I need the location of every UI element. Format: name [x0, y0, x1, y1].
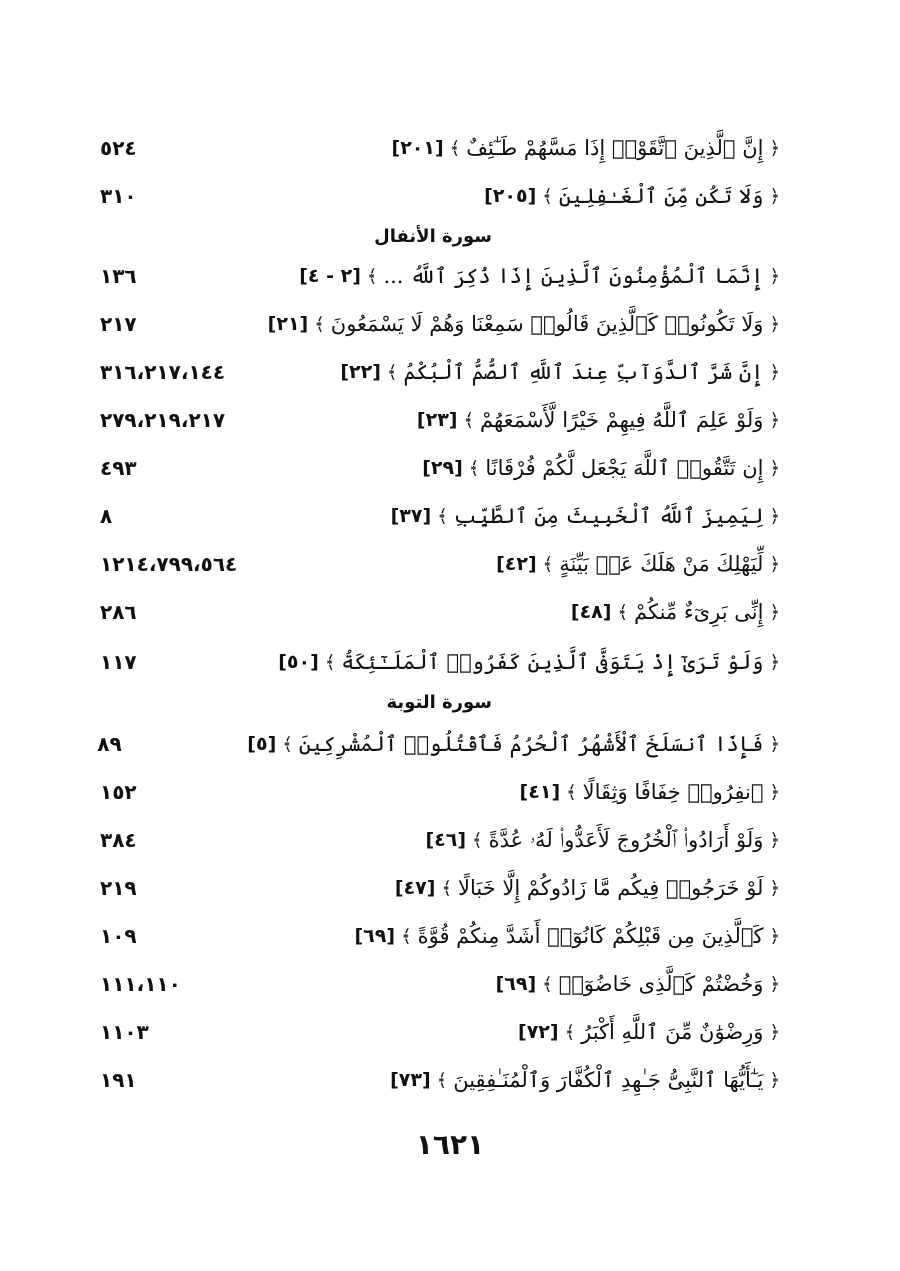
index-entry	[100, 772, 780, 812]
verse-ref: [٦٩]	[495, 973, 537, 995]
ornament-open: ﴿	[769, 457, 780, 479]
page-refs: ٣١٦،٢١٧،١٤٤	[100, 360, 226, 384]
verse-ref: [٢ - ٤]	[299, 265, 361, 287]
surah-heading-tawbah: سورة التوبة	[386, 692, 492, 713]
ornament-close: ﴾	[542, 973, 553, 995]
verse-snippet: فَإِذَا ٱنسَلَخَ ٱلْأَشْهُرُ ٱلْحُرُمُ فَٱقْتُلُوا۟ ٱلْمُشْرِكِينَ	[298, 732, 764, 756]
page-refs: ١١٧	[100, 650, 137, 674]
page-refs: ٤٩٣	[100, 456, 137, 480]
page-refs: ١٣٦	[100, 264, 137, 288]
verse-ref: [٥]	[247, 733, 277, 755]
page-refs: ٢١٩	[100, 876, 137, 900]
page-refs: ١١١،١١٠	[100, 972, 181, 996]
ornament-open: ﴿	[769, 781, 780, 803]
verse-text	[354, 924, 780, 948]
verse-text	[247, 732, 780, 756]
ornament-close: ﴾	[449, 137, 461, 159]
verse-snippet: وَلَا تَكُونُوا۟ كَٱلَّذِينَ قَالُوا۟ سَمِعْنَا وَهُمْ لَا يَسْمَعُونَ	[330, 312, 764, 336]
ornament-close: ﴾	[282, 733, 293, 755]
verse-text	[496, 552, 780, 576]
verse-text	[278, 650, 780, 674]
verse-ref: [٤٨]	[570, 601, 612, 623]
verse-text	[425, 828, 780, 853]
ornament-close: ﴾	[436, 1069, 448, 1091]
ornament-open: ﴿	[769, 265, 780, 287]
page-refs: ١٠٩	[100, 924, 137, 948]
verse-ref: [٤٢]	[496, 553, 537, 575]
ornament-open: ﴿	[769, 829, 780, 851]
page-refs: ٣١٠	[100, 184, 137, 208]
verse-text	[417, 408, 780, 432]
verse-snippet: يَـٰٓأَيُّهَا ٱلنَّبِىُّ جَـٰهِدِ ٱلْكُفَّارَ وَٱلْمُنَـٰفِقِينَ	[453, 1068, 764, 1092]
verse-ref: [٧٢]	[518, 1021, 559, 1043]
verse-ref: [٤٧]	[394, 877, 436, 899]
ornament-close: ﴾	[314, 313, 325, 335]
verse-ref: [٢٢]	[340, 361, 381, 383]
page-refs: ٢٧٩،٢١٩،٢١٧	[100, 408, 226, 432]
page-refs: ٣٨٤	[100, 828, 137, 852]
verse-snippet: وَخُضْتُمْ كَٱلَّذِى خَاضُوٓا۟	[558, 972, 764, 996]
verse-snippet: إِن تَتَّقُوا۟ ٱللَّهَ يَجْعَل لَّكُمْ فُرْقَانًا	[485, 456, 764, 480]
verse-text	[422, 456, 780, 480]
index-entry	[100, 868, 780, 908]
verse-ref: [٢٠٥]	[484, 185, 537, 207]
index-entry	[100, 1060, 780, 1100]
index-entry	[100, 592, 780, 632]
ornament-close: ﴾	[564, 1021, 576, 1043]
page-refs: ٢١٧	[100, 312, 137, 336]
verse-text	[390, 1068, 780, 1092]
index-entry	[100, 352, 780, 392]
index-entry	[100, 176, 780, 216]
page-refs: ١١٠٣	[100, 1020, 149, 1044]
ornament-open: ﴿	[769, 651, 780, 673]
verse-snippet: وَلَا تَكُن مِّنَ ٱلْغَـٰفِلِينَ	[558, 184, 764, 208]
ornament-open: ﴿	[769, 733, 780, 755]
index-entry	[100, 448, 780, 488]
surah-heading-anfal: سورة الأنفال	[374, 226, 492, 247]
verse-snippet: لَوْ خَرَجُوا۟ فِيكُم مَّا زَادُوكُمْ إِلَّا خَبَالًا	[458, 876, 764, 900]
verse-text	[299, 264, 780, 288]
ornament-close: ﴾	[324, 651, 336, 673]
ornament-close: ﴾	[617, 601, 629, 623]
verse-snippet: وَلَوْ تَرَىٰٓ إِذْ يَتَوَفَّى ٱلَّذِينَ كَفَرُوا۟ ٱلْمَلَـٰٓئِكَةُ	[341, 650, 764, 674]
verse-ref: [٢١]	[267, 313, 309, 335]
verse-ref: [٤٦]	[425, 829, 467, 851]
ornament-close: ﴾	[542, 553, 554, 575]
index-entry	[100, 304, 780, 344]
ornament-open: ﴿	[769, 313, 780, 335]
verse-text	[391, 504, 780, 528]
page-number: ١٦٢١	[415, 1128, 485, 1161]
index-entry	[100, 642, 780, 682]
verse-snippet: إِنَّ شَرَّ ٱلدَّوَآبِّ عِندَ ٱللَّهِ ٱلصُّمُّ ٱلْبُكْمُ	[403, 360, 764, 384]
ornament-open: ﴿	[769, 973, 780, 995]
ornament-close: ﴾	[386, 361, 398, 383]
ornament-open: ﴿	[769, 925, 780, 947]
ornament-close: ﴾	[566, 781, 577, 803]
ornament-open: ﴿	[769, 361, 780, 383]
ornament-open: ﴿	[769, 553, 780, 575]
verse-text	[571, 600, 780, 624]
verse-ref: [٦٩]	[354, 925, 396, 947]
page-refs: ١٥٢	[100, 780, 137, 804]
verse-snippet: إِنَّمَا ٱلْمُؤْمِنُونَ ٱلَّذِينَ إِذَا ذُكِرَ ٱللَّهُ ...	[383, 264, 764, 288]
ornament-close: ﴾	[468, 457, 480, 479]
verse-ref: [٣٧]	[390, 505, 432, 527]
page-refs: ٨٩	[97, 732, 122, 756]
verse-ref: [٢٩]	[422, 457, 463, 479]
verse-snippet: وَلَوْ أَرَادُوا۟ ٱلْخُرُوجَ لَأَعَدُّوا۟ لَهُۥ عُدَّةً	[488, 827, 764, 852]
verse-ref: [٤١]	[519, 781, 561, 803]
verse-snippet: وَلَوْ عَلِمَ ٱللَّهُ فِيهِمْ خَيْرًا لَّأَسْمَعَهُمْ	[480, 408, 764, 432]
index-entry	[100, 544, 780, 584]
ornament-close: ﴾	[437, 505, 448, 527]
ornament-close: ﴾	[463, 409, 475, 431]
verse-snippet: وَرِضْوَٰنٌ مِّنَ ٱللَّهِ أَكْبَرُ	[581, 1020, 764, 1044]
index-entry	[100, 256, 780, 296]
verse-ref: [٢٣]	[416, 409, 458, 431]
verse-text	[340, 360, 780, 384]
verse-snippet: إِنَّ ٱلَّذِينَ ٱتَّقَوْا۟ إِذَا مَسَّهُمْ طَـٰٓئِفٌ	[466, 136, 764, 160]
verse-text	[392, 136, 780, 160]
ornament-close: ﴾	[472, 829, 483, 851]
verse-snippet: إِنِّى بَرِىٓءٌ مِّنكُمْ	[634, 600, 764, 624]
verse-snippet: لِيَمِيزَ ٱللَّهُ ٱلْخَبِيثَ مِنَ ٱلطَّيِّبِ	[453, 504, 764, 528]
page-refs: ١٢١٤،٧٩٩،٥٦٤	[100, 552, 238, 576]
index-entry	[100, 1012, 780, 1052]
index-entry	[100, 128, 780, 168]
page-refs: ١٩١	[100, 1068, 137, 1092]
ornament-open: ﴿	[769, 601, 780, 623]
index-entry	[100, 916, 780, 956]
index-entry	[100, 400, 780, 440]
ornament-close: ﴾	[366, 265, 378, 287]
ornament-close: ﴾	[441, 877, 452, 899]
verse-text	[518, 1020, 780, 1044]
index-entry	[100, 496, 780, 536]
page-refs: ٨	[100, 504, 113, 528]
verse-ref: [٧٣]	[390, 1069, 431, 1091]
verse-snippet: لِّيَهْلِكَ مَنْ هَلَكَ عَنۢ بَيِّنَةٍ	[559, 552, 764, 576]
verse-ref: [٥٠]	[278, 651, 319, 673]
ornament-close: ﴾	[542, 185, 553, 207]
ornament-open: ﴿	[769, 137, 780, 159]
verse-ref: [٢٠١]	[391, 137, 444, 159]
ornament-open: ﴿	[769, 409, 780, 431]
index-entry	[100, 820, 780, 860]
verse-text	[268, 312, 780, 336]
ornament-open: ﴿	[769, 1021, 780, 1043]
verse-text	[520, 780, 780, 804]
verse-text	[484, 184, 780, 208]
ornament-open: ﴿	[769, 505, 780, 527]
ornament-open: ﴿	[769, 1069, 780, 1091]
index-entry	[97, 724, 780, 764]
page-refs: ٥٢٤	[100, 136, 137, 160]
ornament-open: ﴿	[769, 877, 780, 899]
page-refs: ٢٨٦	[100, 600, 137, 624]
verse-text	[395, 876, 780, 900]
ornament-close: ﴾	[401, 925, 412, 947]
verse-snippet: ٱنفِرُوا۟ خِفَافًا وَثِقَالًا	[582, 780, 764, 804]
ornament-open: ﴿	[769, 185, 780, 207]
verse-snippet: كَٱلَّذِينَ مِن قَبْلِكُمْ كَانُوٓا۟ أَشَدَّ مِنكُمْ قُوَّةً	[417, 924, 764, 948]
verse-text	[496, 972, 780, 996]
index-entry	[100, 964, 780, 1004]
